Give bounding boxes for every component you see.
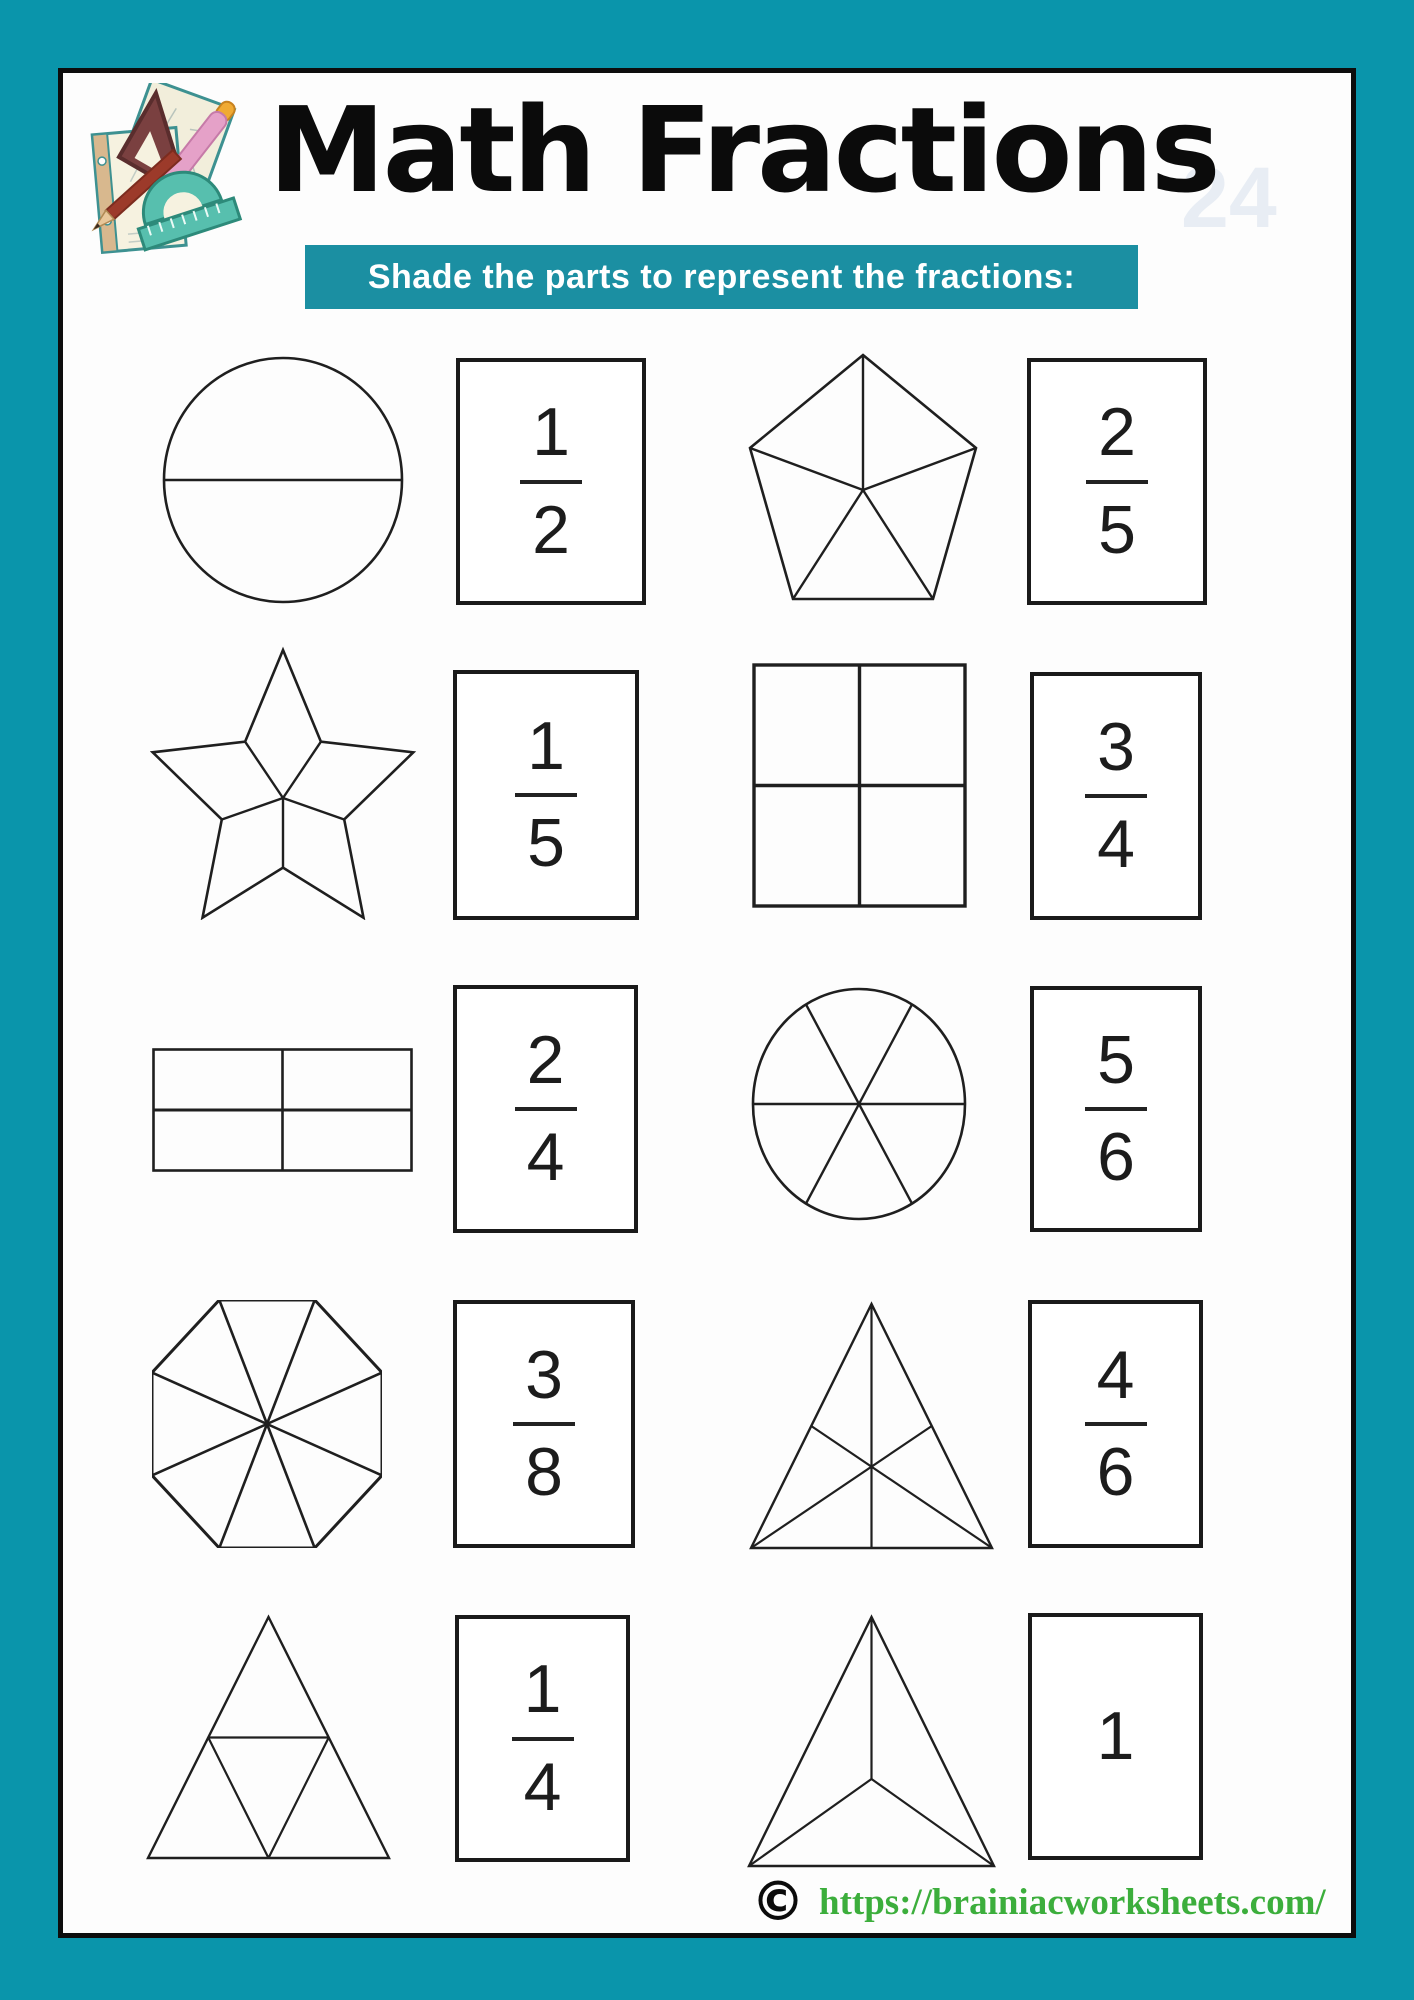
worksheet-page xyxy=(58,68,1356,1938)
footer xyxy=(751,1870,1326,1933)
watermark-number: 24 xyxy=(1181,150,1277,246)
fraction-denominator: 6 xyxy=(1097,1119,1135,1195)
shape-circle-halves xyxy=(161,355,405,605)
site-url-link[interactable]: https://brainiacworksheets.com/ xyxy=(819,1881,1326,1923)
fraction-denominator: 4 xyxy=(523,1748,562,1825)
fraction-box xyxy=(1030,986,1202,1232)
fraction-denominator: 5 xyxy=(1098,491,1136,568)
fraction-bar xyxy=(512,1737,574,1741)
fraction-bar xyxy=(513,1422,575,1426)
fraction-numerator: 4 xyxy=(1096,1336,1135,1413)
fraction-box xyxy=(1028,1300,1203,1548)
fraction-box xyxy=(1030,672,1202,920)
shape-square-quarters xyxy=(752,663,967,908)
fraction-bar xyxy=(1085,794,1147,798)
fraction-denominator: 2 xyxy=(532,491,570,568)
shape-circle-sixths xyxy=(747,983,971,1225)
fraction-bar xyxy=(1086,480,1148,484)
fraction-box xyxy=(456,358,646,605)
fraction-denominator: 6 xyxy=(1096,1434,1135,1510)
fraction-numerator: 3 xyxy=(1097,708,1135,785)
instruction-banner: Shade the parts to represent the fractions: xyxy=(305,245,1138,309)
shape-triangle-sixths xyxy=(745,1300,998,1552)
fraction-denominator: 5 xyxy=(527,805,565,881)
shape-star-fifths xyxy=(150,645,417,920)
fraction-numerator: 1 xyxy=(523,1651,562,1728)
fraction-numerator: 2 xyxy=(1098,394,1136,471)
fraction-box xyxy=(453,670,639,920)
shape-octagon-eighths xyxy=(152,1300,382,1548)
fraction-bar xyxy=(1085,1422,1147,1426)
page-title: Math Fractions xyxy=(268,81,1218,219)
shape-pentagon-fifths xyxy=(748,353,978,605)
fraction-box xyxy=(1027,358,1207,605)
fraction-bar xyxy=(515,1107,577,1111)
shape-triangle-thirds xyxy=(745,1613,998,1870)
fraction-numerator: 1 xyxy=(527,707,565,784)
fraction-denominator: 4 xyxy=(1097,806,1135,882)
math-tools-icon xyxy=(69,83,254,258)
fraction-box xyxy=(453,985,638,1233)
copyright-icon: © xyxy=(751,1870,805,1933)
fraction-bar xyxy=(1085,1107,1147,1111)
fraction-numerator: 2 xyxy=(526,1021,565,1098)
fraction-box xyxy=(455,1615,630,1862)
fraction-numerator: 1 xyxy=(532,394,570,471)
fraction-whole-number: 1 xyxy=(1096,1697,1135,1774)
shape-rectangle-quarters xyxy=(152,1048,413,1172)
fraction-box xyxy=(1028,1613,1203,1860)
fraction-box xyxy=(453,1300,635,1548)
fraction-bar xyxy=(515,793,577,797)
fraction-numerator: 3 xyxy=(525,1336,563,1413)
fraction-bar xyxy=(520,480,582,484)
shape-triangle-quarters xyxy=(142,1613,395,1862)
fraction-denominator: 4 xyxy=(526,1119,565,1195)
fraction-numerator: 5 xyxy=(1097,1021,1135,1098)
fraction-denominator: 8 xyxy=(525,1434,563,1510)
